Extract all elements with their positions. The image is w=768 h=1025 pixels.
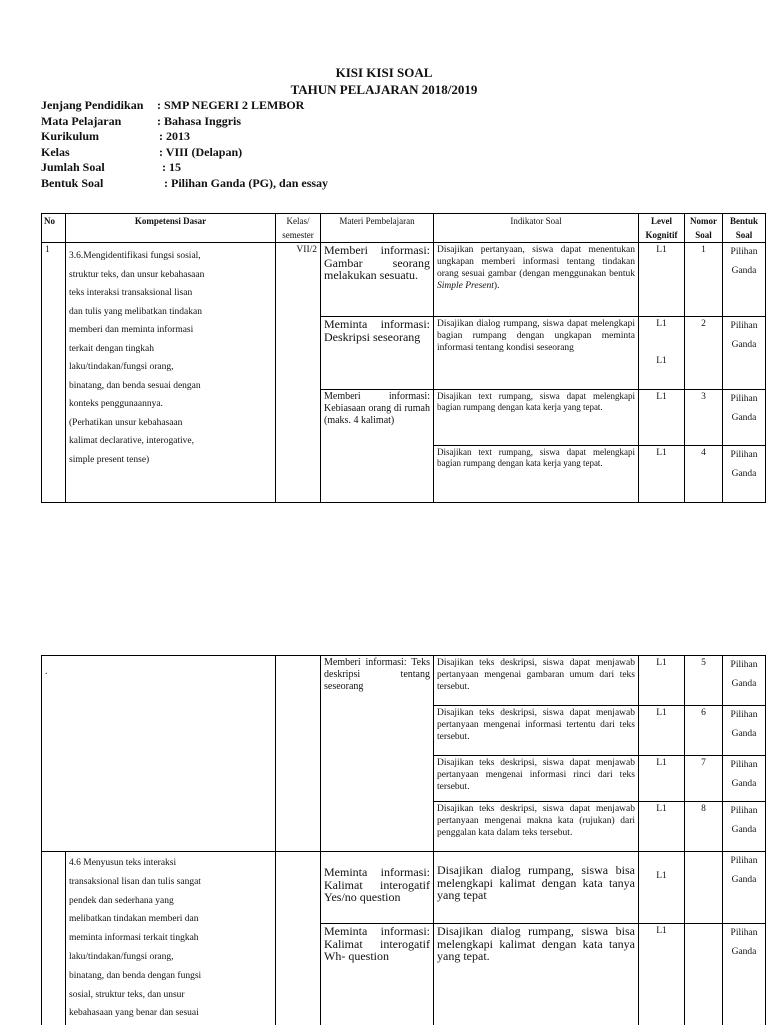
info-value-jenjang: : SMP NEGERI 2 LEMBOR [157,98,305,112]
cell-kelas: VII/2 [276,243,321,503]
cell-materi: Memberi informasi: Gambar seorang melakukan sesuatu. [321,243,434,317]
bentuk-line2: Ganda [731,340,757,350]
kd-line: struktur teks, dan unsur kebahasaan [69,269,205,280]
cell-nomor: 3 [685,390,723,446]
cell-kelas [276,656,321,852]
kd-line: binatang, dan benda sesuai dengan [69,380,201,391]
cell-no [42,852,66,1025]
info-label-jenjang: Jenjang Pendidikan [41,98,144,112]
cell-nomor: 6 [685,706,723,756]
table-row [42,243,766,317]
info-value-mapel: : Bahasa Inggris [157,114,242,128]
cell-level: L1 [639,243,685,317]
bentuk-line1: Pilihan [730,321,758,331]
info-value-bentuk: : Pilihan Ganda (PG), dan essay [164,176,329,190]
info-label-mapel: Mata Pelajaran [41,114,122,128]
info-value-kurikulum: : 2013 [159,129,190,143]
kd-line: (Perhatikan unsur kebahasaan [69,417,183,428]
info-label-kelas: Kelas [41,145,70,159]
kd-line: 4.6 Menyusun teks interaksi [69,858,177,868]
kd-line: binatang, dan benda dengan fungsi [69,970,202,981]
header-nomor-line1: Nomor [690,216,717,226]
kd-line: sosial, struktur teks, dan unsur [69,989,185,1000]
kd-line: simple present tense) [69,454,150,465]
header-no: No [42,214,66,243]
header-level [639,214,685,243]
cell-indikator: Disajikan text rumpang, siswa dapat melengkapi bagian rumpang dengan kata kerja yang tepat. [434,446,639,503]
header-nomor [685,214,723,243]
bentuk-line1: Pilihan [730,247,758,257]
bentuk-line1: Pilihan [730,928,758,938]
cell-level: L1 [639,390,685,446]
cell-indikator: Disajikan teks deskripsi, siswa dapat menjawab pertanyaan mengenai gambaran umum dari teks tersebut. [434,656,639,706]
bentuk-line2: Ganda [731,947,757,957]
cell-level: L1 [639,706,685,756]
info-value-kelas: : VIII (Delapan) [159,145,243,159]
cell-indikator: Disajikan dialog rumpang, siswa bisa melengkapi kalimat dengan kata tanya yang tepat. [434,924,639,1025]
info-value-jumlah: : 15 [162,160,181,174]
bentuk-line1: Pilihan [730,450,758,460]
cell-indikator: Disajikan teks deskripsi, siswa dapat menjawab pertanyaan mengenai informasi rinci dari teks tersebut. [434,756,639,802]
cell-level [639,317,685,390]
header-nomor-line2: Soal [695,230,712,240]
cell-nomor: 5 [685,656,723,706]
kd-line: memberi dan meminta informasi [69,325,194,335]
cell-indikator [434,243,639,317]
bentuk-line2: Ganda [731,779,757,789]
info-label-jumlah: Jumlah Soal [41,160,105,174]
cell-indikator: Disajikan teks deskripsi, siswa dapat menjawab pertanyaan mengenai makna kata (rujukan) dari penggalan kata dalam teks tersebut. [434,802,639,852]
kd-line: transaksional lisan dan tulis sangat [69,876,201,887]
table-row [42,656,766,706]
table-header-row [42,214,766,243]
bentuk-line1: Pilihan [730,856,758,866]
bentuk-line1: Pilihan [730,806,758,816]
cell-bentuk [723,924,766,1025]
indikator-italic-text: Simple Present [437,281,494,291]
cell-materi: Meminta informasi: Kalimat interogatif Yes/no question [321,852,434,924]
cell-no: 1 [42,243,66,503]
cell-level: L1 [639,924,685,1025]
cell-nomor: 1 [685,243,723,317]
cell-level: L1 [639,852,685,924]
header-bentuk-line1: Bentuk [729,216,758,226]
bentuk-line1: Pilihan [730,760,758,770]
header-materi: Materi Pembelajaran [321,214,434,243]
info-label-bentuk: Bentuk Soal [41,176,104,190]
cell-bentuk [723,756,766,802]
cell-level: L1 [639,756,685,802]
cell-bentuk [723,802,766,852]
cell-kompetensi-dasar [66,656,276,852]
header-level-line2: Kognitif [645,230,678,240]
header-indikator: Indikator Soal [434,214,639,243]
level-line1: L1 [656,319,667,329]
kd-line: konteks penggunaannya. [69,399,163,409]
cell-kompetensi-dasar [66,852,276,1025]
bentuk-line2: Ganda [731,413,757,423]
table-row [42,852,766,924]
cell-kelas [276,852,321,1025]
header-kelas-line2: semester [282,230,314,240]
kd-line: meminta informasi terkait tingkah [69,933,199,944]
header-kelas [276,214,321,243]
cell-nomor: 7 [685,756,723,802]
bentuk-line1: Pilihan [730,660,758,670]
bentuk-line2: Ganda [731,875,757,885]
cell-nomor [685,924,723,1025]
kd-line: kalimat declarative, interogative, [69,436,195,446]
info-label-kurikulum: Kurikulum [41,129,100,143]
kd-line: teks interaksi transaksional lisan [69,288,193,298]
cell-no: . [42,656,66,852]
indikator-end-text: ). [493,281,500,291]
cell-bentuk [723,446,766,503]
cell-nomor: 4 [685,446,723,503]
level-line2: L1 [656,355,667,366]
bentuk-line1: Pilihan [730,394,758,404]
cell-kompetensi-dasar [66,243,276,503]
cell-bentuk [723,243,766,317]
kisi-table-1 [41,213,766,503]
cell-bentuk [723,317,766,390]
header-kelas-line1: Kelas/ [286,216,310,226]
kd-line: dan tulis yang melibatkan tindakan [69,306,202,317]
cell-materi: Memberi informasi: Teks deskripsi tentang seseorang [321,656,434,852]
cell-level: L1 [639,446,685,503]
cell-level: L1 [639,656,685,706]
indikator-text: Disajikan pertanyaan, siswa dapat menentukan ungkapan memberi informasi tentang tindakan orang sesuai gambar (dengan menggunakan bentuk [437,245,635,279]
cell-materi: Meminta informasi: Deskripsi seseorang [321,317,434,390]
cell-bentuk [723,656,766,706]
cell-indikator: Disajikan teks deskripsi, siswa dapat menjawab pertanyaan mengenai informasi tertentu dari teks tersebut. [434,706,639,756]
document-title: KISI KISI SOAL [335,65,433,80]
kd-line: melibatkan tindakan memberi dan [69,914,199,925]
bentuk-line2: Ganda [731,679,757,689]
cell-nomor: 8 [685,802,723,852]
kd-line: laku/tindakan/fungsi orang, [69,951,174,962]
cell-bentuk [723,390,766,446]
cell-nomor: 2 [685,317,723,390]
kd-line: kebahasaan yang benar dan sesuai [69,1008,199,1019]
cell-level: L1 [639,802,685,852]
kd-line: 3.6.Mengidentifikasi fungsi sosial, [69,251,201,261]
bentuk-line2: Ganda [731,825,757,835]
bentuk-line2: Ganda [731,469,757,479]
cell-bentuk [723,852,766,924]
bentuk-line1: Pilihan [730,710,758,720]
cell-nomor [685,852,723,924]
kd-line: laku/tindakan/fungsi orang, [69,362,174,372]
header-bentuk [723,214,766,243]
document-subtitle: TAHUN PELAJARAN 2018/2019 [290,82,478,97]
header-bentuk-line2: Soal [735,230,753,240]
kisi-table-2 [41,655,766,1025]
cell-bentuk [723,706,766,756]
bentuk-line2: Ganda [731,266,757,276]
header-kompetensi-dasar: Kompetensi Dasar [66,214,276,243]
cell-indikator: Disajikan dialog rumpang, siswa dapat melengkapi bagian rumpang dengan ungkapan meminta informasi tentang kondisi seseorang [434,317,639,390]
cell-indikator: Disajikan dialog rumpang, siswa bisa melengkapi kalimat dengan kata tanya yang tepat [434,852,639,924]
kd-line: terkait dengan tingkah [69,343,154,354]
bentuk-line2: Ganda [731,729,757,739]
kd-line: pendek dan sederhana yang [69,895,174,906]
header-level-line1: Level [651,216,672,226]
cell-materi: Memberi informasi: Kebiasaan orang di rumah (maks. 4 kalimat) [321,390,434,503]
cell-materi: Meminta informasi: Kalimat interogatif Wh- question [321,924,434,1025]
cell-indikator: Disajikan text rumpang, siswa dapat melengkapi bagian rumpang dengan kata kerja yang tepat. [434,390,639,446]
